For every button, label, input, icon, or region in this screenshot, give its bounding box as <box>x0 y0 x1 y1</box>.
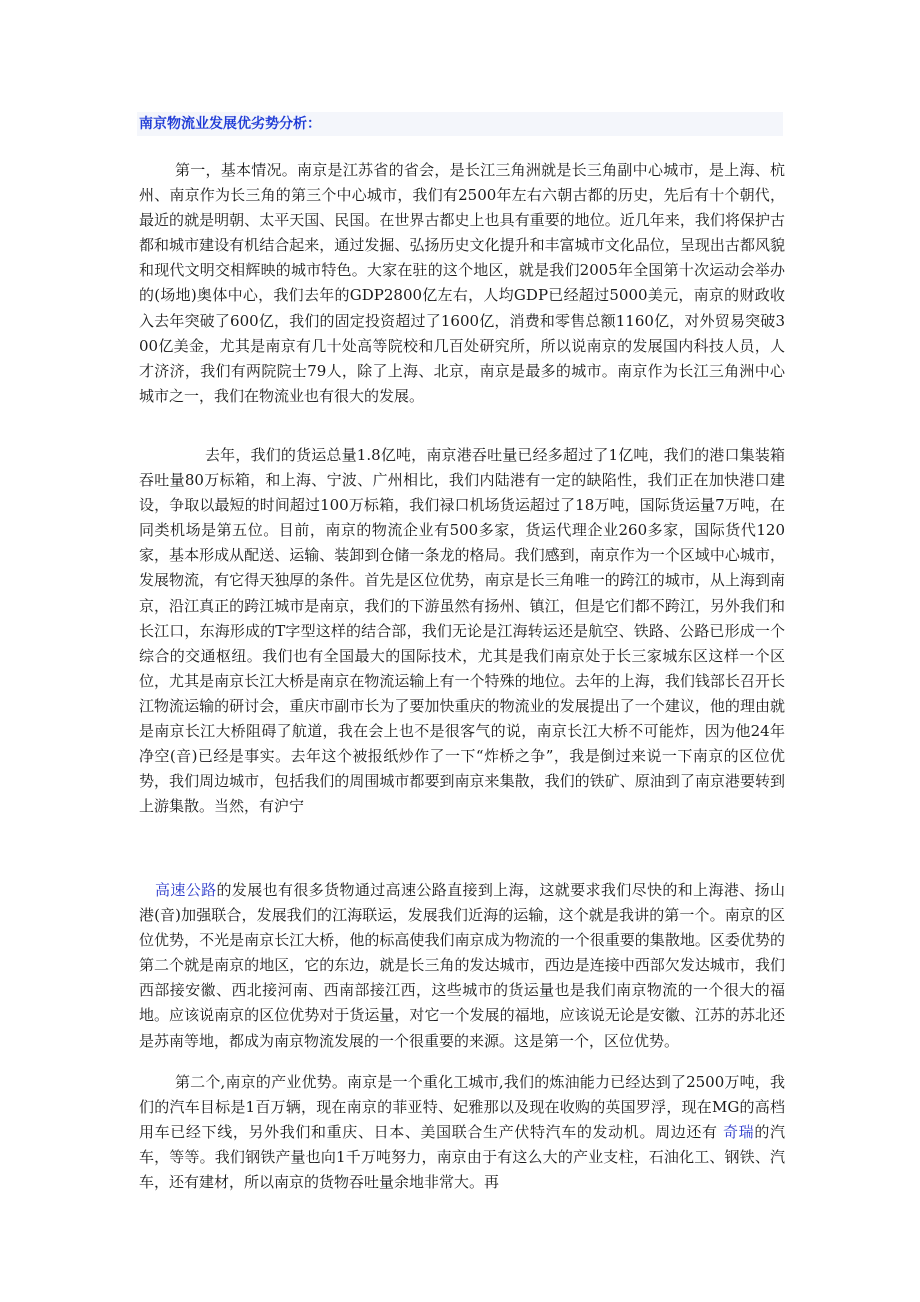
paragraph-freight-volume: 去年，我们的货运总量1.8亿吨，南京港吞吐量已经多超过了1亿吨，我们的港口集装箱吞吐量80万标箱，和上海、宁波、广州相比，我们内陆港有一定的缺陷性，我们正在加快港口建设，争取以最短的时间超过100万标箱，我们禄口机场货运超过了18万吨，国际货运量7万吨，在同类机场是第五位。目前，南京的物流企业有500多家，货运代理企业260多家，国际货代120家，基本形成从配送、运输、装卸到仓储一条龙的格局。我们感到，南京作为一个区域中心城市，发展物流，有它得天独厚的条件。首先是区位优势，南京是长三角唯一的跨江的城市，从上海到南京，沿江真正的跨江城市是南京，我们的下游虽然有扬州、镇江，但是它们都不跨江，另外我们和长江口，东海形成的T字型这样的结合部，我们无论是江海转运还是航空、铁路、公路已形成一个综合的交通枢纽。我们也有全国最大的国际技术，尤其是我们南京处于长三家城东区这样一个区位，尤其是南京长江大桥是南京在物流运输上有一个特殊的地位。去年的上海，我们钱部长召开长江物流运输的研讨会，重庆市副市长为了要加快重庆的物流业的发展提出了一个建议，他的理由就是南京长江大桥阻碍了航道，我在会上也不是很客气的说，南京长江大桥不可能炸，因为他24年净空(音)已经是事实。去年这个被报纸炒作了一下“炸桥之争”，我是倒过来说一下南京的区位优势，我们周边城市，包括我们的周围城市都要到南京来集散，我们的铁矿、原油到了南京港要转到上游集散。当然，有沪宁 <box>139 446 785 816</box>
paragraph-industry-advantage <box>139 1070 785 1195</box>
paragraph-basic-situation: 第一，基本情况。南京是江苏省的省会，是长江三角洲就是长三角副中心城市，是上海、杭州、南京作为长三角的第三个中心城市，我们有2500年左右六朝古都的历史，先后有十个朝代，最近的就是明朝、太平天国、民国。在世界古都史上也具有重要的地位。近几年来，我们将保护古都和城市建设有机结合起来，通过发掘、弘扬历史文化提升和丰富城市文化品位，呈现出古都风貌和现代文明交相辉映的城市特色。大家在驻的这个地区，就是我们2005年全国第十次运动会举办的(场地)奥体中心，我们去年的GDP2800亿左右，人均GDP已经超过5000美元，南京的财政收入去年突破了600亿，我们的固定投资超过了1600亿，消费和零售总额1160亿，对外贸易突破300亿美金，尤其是南京有几十处高等院校和几百处研究所，所以说南京的发展国内科技人员，人才济济，我们有两院院士79人，除了上海、北京，南京是最多的城市。南京作为长江三角洲中心城市之一，我们在物流业也有很大的发展。 <box>139 161 785 405</box>
paragraph-location-advantage <box>139 878 785 1054</box>
paragraph-industry-text-before: 第二个,南京的产业优势。南京是一个重化工城市,我们的炼油能力已经达到了2500万吨，我们的汽车目标是1百万辆，现在南京的菲亚特、妃雅那以及现在收购的英国罗浮，现在MG的高档用车已经下线，另外我们和重庆、日本、美国联合生产伏特汽车的发动机。周边还有 <box>139 1073 785 1142</box>
paragraph-location-text: 的发展也有很多货物通过高速公路直接到上海，这就要求我们尽快的和上海港、扬山港(音)加强联合，发展我们的江海联运，发展我们近海的运输，这个就是我讲的第一个。南京的区位优势，不光是南京长江大桥，他的标高使我们南京成为物流的一个很重要的集散地。区委优势的第二个就是南京的地区，它的东边，就是长三角的发达城市，西边是连接中西部欠发达城市，我们西部接安徽、西北接河南、西南部接江西，这些城市的货运量也是我们南京物流的一个很大的福地。应该说南京的区位优势对于货运量，对它一个发展的福地，应该说无论是安徽、江苏的苏北还是苏南等地，都成为南京物流发展的一个很重要的来源。这是第一个，区位优势。 <box>139 881 785 1050</box>
highway-link[interactable]: 高速公路 <box>155 881 217 899</box>
document-title: 南京物流业发展优劣势分析： <box>139 116 321 132</box>
paragraph-industry-text-after: 的汽车，等等。我们钢铁产量也向1千万吨努力，南京由于有这么大的产业支柱，石油化工、钢铁、汽车，还有建材，所以南京的货物吞吐量余地非常大。再 <box>139 1123 785 1192</box>
chery-link[interactable]: 奇瑞 <box>723 1123 755 1142</box>
